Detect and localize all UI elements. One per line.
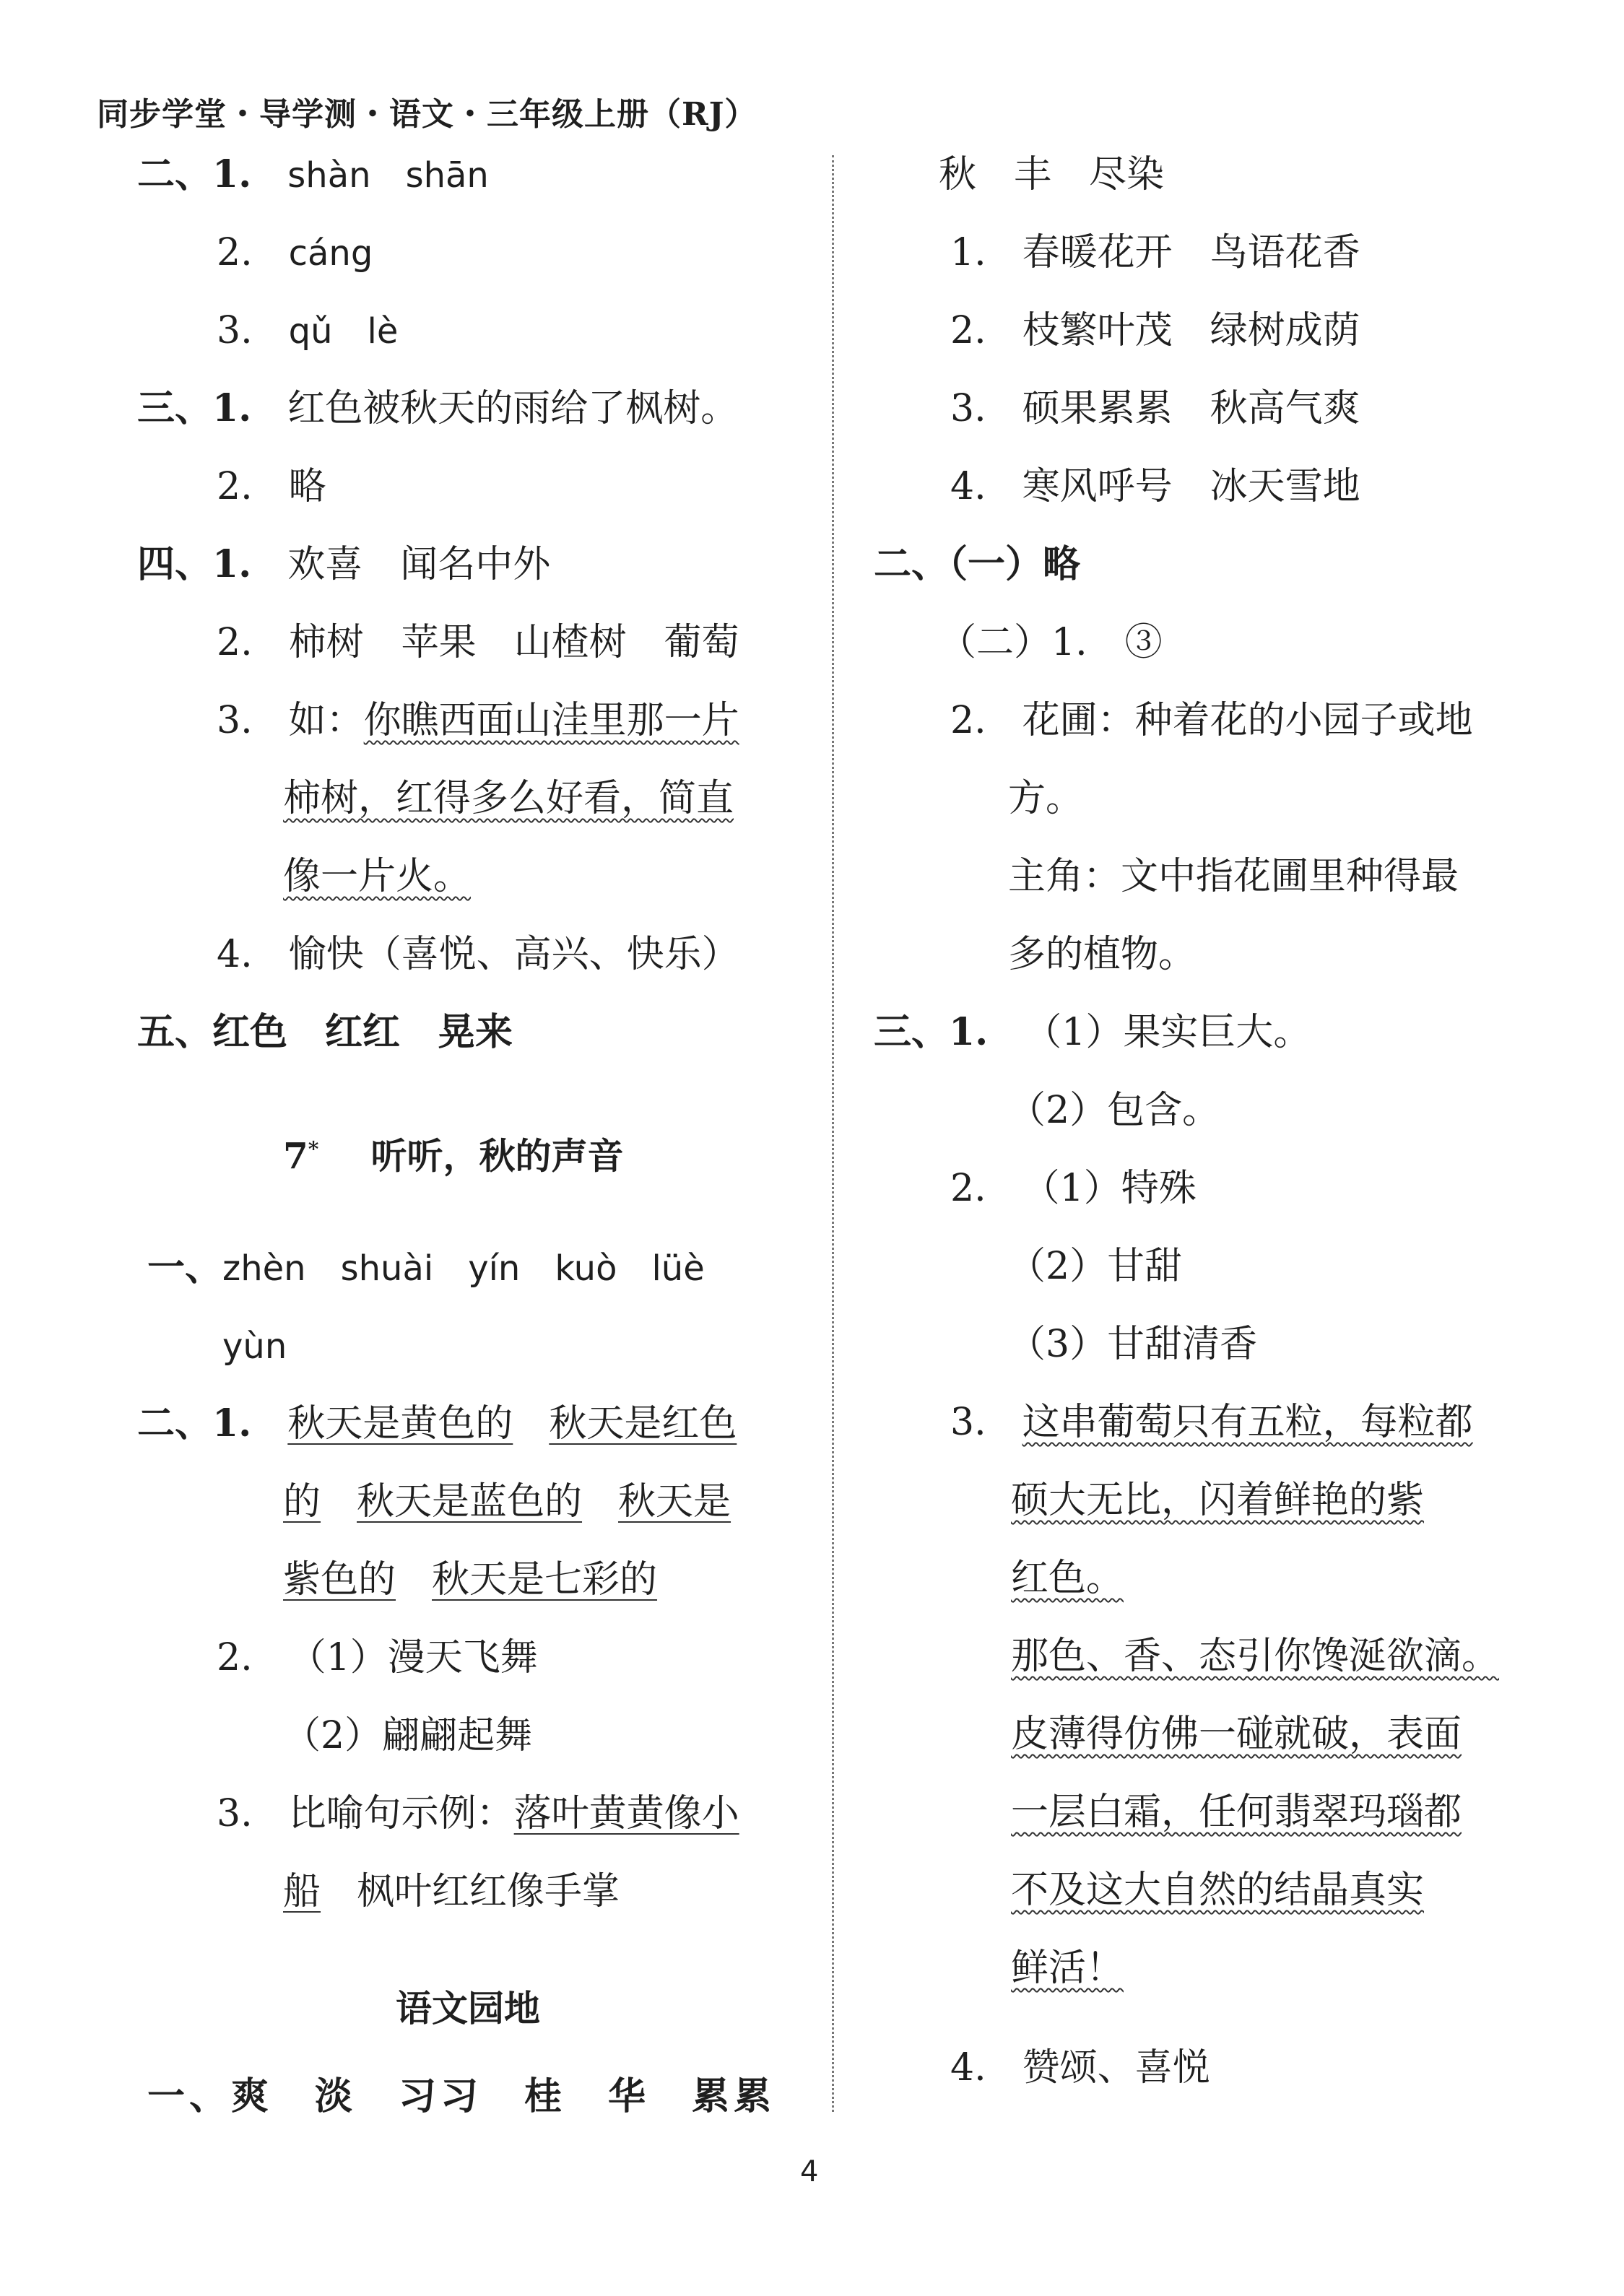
underlined-text: 的	[283, 1480, 321, 1523]
answer-3-2	[217, 464, 326, 510]
item-number: 2.	[217, 621, 253, 664]
wavy-underlined-text: 不及这大自然的结晶真实	[1011, 1869, 1425, 1912]
underlined-text: 秋天是蓝色的	[357, 1480, 583, 1523]
r-answer-3-3-c	[1011, 1555, 1124, 1601]
answer-text: （1）特殊	[1022, 1167, 1197, 1210]
r-answer-3-2	[950, 1165, 1197, 1212]
answer-text: 花圃：种着花的小园子或地	[1022, 699, 1473, 742]
answer-4-3-cont	[283, 775, 734, 822]
l7-answer-2-2-b: （2）翩翩起舞	[283, 1714, 533, 1757]
answer-3-1	[137, 386, 738, 432]
underlined-text: 落叶黄黄像小	[513, 1792, 739, 1835]
r-answer-2-2	[950, 697, 1473, 744]
pinyin-answer: zhèn shuài yín kuò lüè	[222, 1248, 705, 1289]
answer-text: 枫叶红红像手掌	[357, 1870, 620, 1913]
r-answer-3-1-b: （2）包含。	[1008, 1089, 1220, 1132]
r-answer-3-2-b: （2）甘甜	[1008, 1245, 1183, 1288]
r-answer-2-2-c: 主角：文中指花圃里种得最	[1008, 855, 1459, 898]
pinyin-answer: cáng	[288, 233, 373, 274]
r-answer-3-3-h	[1011, 1945, 1124, 1991]
answer-prefix: 比喻句示例：	[288, 1792, 514, 1835]
r-section-2: 二、（一）略	[874, 542, 1081, 586]
l7-answer-2-1-cont	[283, 1479, 731, 1525]
answer-4-4	[217, 931, 739, 978]
wavy-underlined-text: 像一片火。	[283, 855, 472, 898]
l7-answer-2-1-cont2	[283, 1557, 657, 1603]
r-answer-3-3	[950, 1399, 1473, 1445]
answer-text: 欢喜 闻名中外	[287, 543, 551, 586]
answer-text: （1）果实巨大。	[1024, 1011, 1311, 1054]
answer-2-2	[217, 230, 373, 277]
l7-answer-2-2	[217, 1635, 538, 1681]
underlined-text: 秋天是七彩的	[432, 1558, 658, 1601]
item-number: 3.	[950, 387, 986, 430]
underlined-text: 秋天是黄色的	[287, 1402, 513, 1445]
answer-text: 赞颂、喜悦	[1022, 2046, 1210, 2090]
answer-4-1	[137, 542, 550, 588]
pinyin-answer: qǔ lè	[288, 311, 399, 352]
answer-text: 柿树 苹果 山楂树 葡萄	[288, 621, 739, 664]
item-number: 4.	[950, 2046, 986, 2090]
r-answer-3-3-g	[1011, 1867, 1424, 1913]
wavy-underlined-text: 鲜活！	[1011, 1947, 1124, 1990]
r-answer-4	[950, 464, 1360, 510]
section-label: 二、1.	[137, 1401, 252, 1445]
column-divider	[832, 155, 834, 2112]
answer-text: 红色被秋天的雨给了枫树。	[287, 387, 739, 430]
r-answer-2-2-b: 方。	[1008, 777, 1084, 820]
item-number: 2.	[217, 231, 253, 274]
answer-text: （1）漫天飞舞	[288, 1636, 538, 1679]
page-header: 同步学堂・导学测・语文・三年级上册（RJ）	[97, 96, 757, 133]
wavy-underlined-text: 硕大无比，闪着鲜艳的紫	[1011, 1479, 1425, 1522]
r-answer-3-3-e	[1011, 1711, 1462, 1757]
answer-text: 略	[288, 465, 326, 508]
answer-prefix: 如：	[288, 699, 364, 742]
lesson-star: *	[308, 1137, 319, 1161]
garden-title: 语文园地	[396, 1987, 540, 2030]
r-answer-3-4	[950, 2045, 1210, 2091]
section-label: 一、	[147, 1245, 223, 1290]
l7-answer-2-1	[137, 1401, 737, 1447]
answer-4-3	[217, 697, 739, 744]
underlined-text: 紫色的	[283, 1558, 396, 1601]
wavy-underlined-text: 柿树，红得多么好看，简直	[283, 777, 734, 820]
item-number: 3.	[217, 699, 253, 742]
r-answer-3-2-c: （3）甘甜清香	[1008, 1323, 1258, 1366]
wavy-underlined-text: 这串葡萄只有五粒，每粒都	[1022, 1401, 1473, 1444]
answer-4-2	[217, 619, 739, 666]
r-answer-3-3-b	[1011, 1477, 1424, 1523]
pinyin-answer: shàn shān	[287, 155, 489, 196]
item-number: 2.	[217, 465, 253, 508]
page-number: 4	[800, 2155, 819, 2188]
section-label: 二、1.	[137, 152, 252, 196]
wavy-underlined-text: 一层白霜，任何翡翠玛瑙都	[1011, 1791, 1462, 1834]
item-number: 4.	[217, 933, 253, 976]
lesson-name: 听听，秋的声音	[370, 1134, 624, 1178]
answer-text: 春暖花开 鸟语花香	[1022, 231, 1360, 274]
pinyin-answer: yùn	[222, 1326, 287, 1367]
r-answer-3	[950, 386, 1360, 432]
wavy-underlined-text: 你瞧西面山洼里那一片	[363, 699, 739, 742]
underlined-text: 船	[283, 1870, 321, 1913]
item-number: 2.	[950, 309, 986, 352]
answer-2-1	[137, 152, 489, 199]
item-number: 2.	[217, 1636, 253, 1679]
item-number: 3.	[217, 309, 253, 352]
underlined-text: 秋天是红色	[549, 1402, 737, 1445]
item-number: 1.	[950, 231, 986, 274]
answer-5: 五、红色 红红 晃来	[137, 1010, 513, 1054]
answer-2-3	[217, 308, 398, 355]
r-answer-3-3-d	[1011, 1633, 1499, 1679]
l7-answer-1-cont	[222, 1323, 287, 1370]
item-number: 3.	[217, 1792, 253, 1835]
r-answer-2	[950, 308, 1360, 354]
r-answer-2-2-d: 多的植物。	[1008, 933, 1197, 976]
l7-answer-1	[147, 1245, 705, 1292]
wavy-underlined-text: 那色、香、态引你馋涎欲滴。	[1011, 1635, 1500, 1678]
l7-answer-2-3	[217, 1791, 739, 1837]
answer-4-3-cont2	[283, 853, 471, 900]
garden-answer-1: 一、爽 淡 习习 桂 华 累累	[147, 2074, 776, 2118]
section-label: 四、1.	[137, 542, 252, 586]
underlined-text: 秋天是	[618, 1480, 731, 1523]
section-label: 三、1.	[137, 386, 252, 430]
r-answer-3-1	[874, 1009, 1311, 1056]
answer-text: 愉快（喜悦、高兴、快乐）	[288, 933, 739, 976]
wavy-underlined-text: 皮薄得仿佛一碰就破，表面	[1011, 1713, 1462, 1756]
wavy-underlined-text: 红色。	[1011, 1557, 1124, 1600]
item-number: 3.	[950, 1401, 986, 1444]
answer-text: 寒风呼号 冰天雪地	[1022, 465, 1360, 508]
section-label: 三、1.	[874, 1010, 989, 1054]
answer-text: 硕果累累 秋高气爽	[1022, 387, 1360, 430]
item-number: 2.	[950, 699, 986, 742]
item-number: 2.	[950, 1167, 986, 1210]
lesson-number: 7	[283, 1134, 308, 1178]
l7-answer-2-3-cont	[283, 1869, 620, 1915]
answer-text: 枝繁叶茂 绿树成荫	[1022, 309, 1360, 352]
item-number: 4.	[950, 465, 986, 508]
r-answer-1	[950, 230, 1360, 276]
r-section-2-b: （二）1. ③	[939, 621, 1163, 664]
r-answer-3-3-f	[1011, 1789, 1462, 1835]
lesson-title	[283, 1126, 623, 1180]
r-answer-0: 秋 丰 尽染	[939, 153, 1165, 196]
